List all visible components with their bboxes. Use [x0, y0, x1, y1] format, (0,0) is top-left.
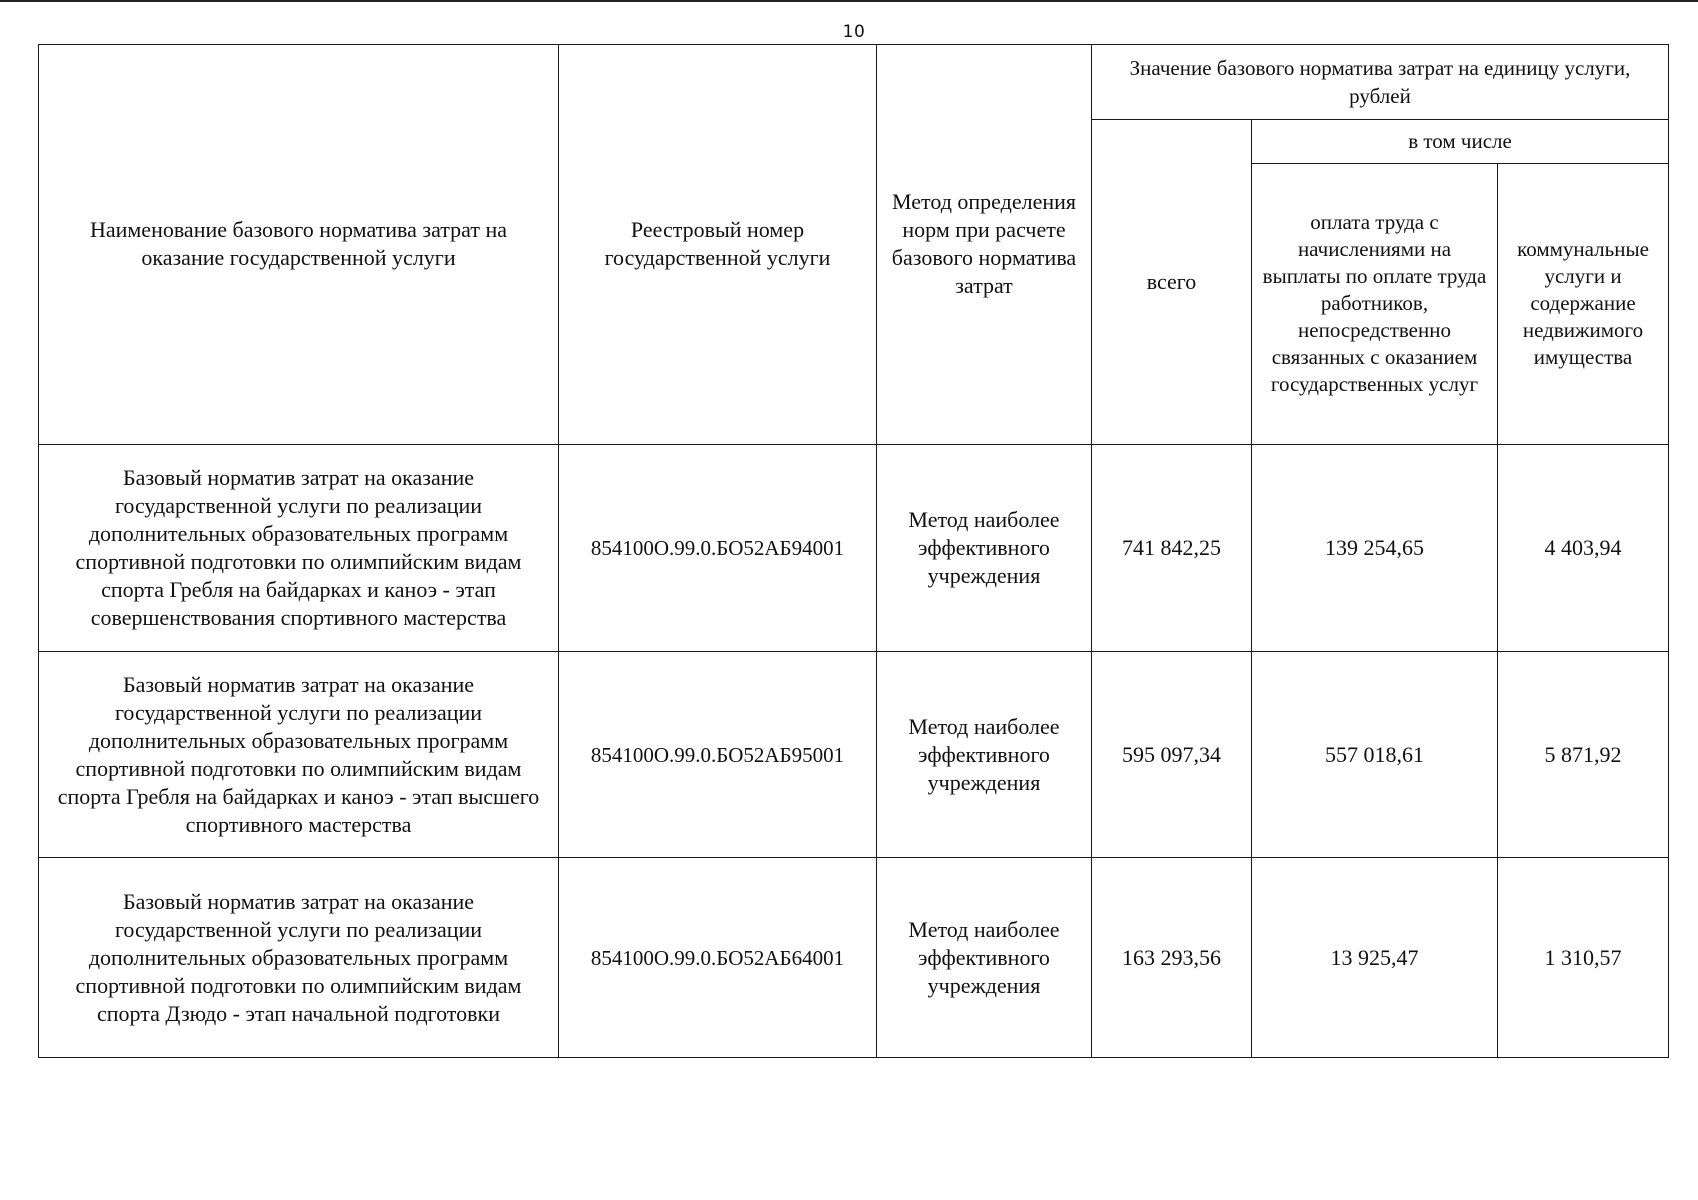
header-including: в том числе — [1252, 119, 1669, 163]
row-utilities: 5 871,92 — [1498, 652, 1669, 858]
cost-norms-table — [38, 44, 1669, 1058]
row-total: 163 293,56 — [1092, 858, 1252, 1058]
row-labor: 557 018,61 — [1252, 652, 1498, 858]
row-utilities: 4 403,94 — [1498, 444, 1669, 652]
table-row — [39, 444, 1669, 652]
row-labor: 13 925,47 — [1252, 858, 1498, 1058]
header-method: Метод определения норм при расчете базового норматива затрат — [877, 45, 1092, 445]
table-row — [39, 652, 1669, 858]
row-registry-number: 854100О.99.0.БО52АБ64001 — [559, 858, 877, 1058]
row-method: Метод наиболее эффективного учреждения — [877, 444, 1092, 652]
row-name: Базовый норматив затрат на оказание государственной услуги по реализации дополнительных образовательных программ спортивной подготовки по олимпийским видам спорта Гребля на байдарках и каноэ - этап высшего спортивного мастерства — [39, 652, 559, 858]
row-total: 741 842,25 — [1092, 444, 1252, 652]
header-row-top — [39, 45, 1669, 120]
row-name: Базовый норматив затрат на оказание государственной услуги по реализации дополнительных образовательных программ спортивной подготовки по олимпийским видам спорта Дзюдо - этап начальной подготовки — [39, 858, 559, 1058]
header-registry-number: Реестровый номер государственной услуги — [559, 45, 877, 445]
row-method: Метод наиболее эффективного учреждения — [877, 858, 1092, 1058]
row-registry-number: 854100О.99.0.БО52АБ94001 — [559, 444, 877, 652]
row-utilities: 1 310,57 — [1498, 858, 1669, 1058]
header-utilities: коммунальные услуги и содержание недвижимого имущества — [1498, 164, 1669, 444]
row-method: Метод наиболее эффективного учреждения — [877, 652, 1092, 858]
header-labor: оплата труда с начислениями на выплаты по оплате труда работников, непосредственно связанных с оказанием государственных услуг — [1252, 164, 1498, 444]
row-registry-number: 854100О.99.0.БО52АБ95001 — [559, 652, 877, 858]
row-labor: 139 254,65 — [1252, 444, 1498, 652]
scan-edge-line — [0, 0, 1698, 2]
header-name: Наименование базового норматива затрат на оказание государственной услуги — [39, 45, 559, 445]
header-value-group: Значение базового норматива затрат на единицу услуги, рублей — [1092, 45, 1669, 120]
table-row — [39, 858, 1669, 1058]
row-total: 595 097,34 — [1092, 652, 1252, 858]
row-name: Базовый норматив затрат на оказание государственной услуги по реализации дополнительных образовательных программ спортивной подготовки по олимпийским видам спорта Гребля на байдарках и каноэ - этап совершенствования спортивного мастерства — [39, 444, 559, 652]
page-number: 10 — [842, 22, 866, 42]
header-total: всего — [1092, 119, 1252, 444]
